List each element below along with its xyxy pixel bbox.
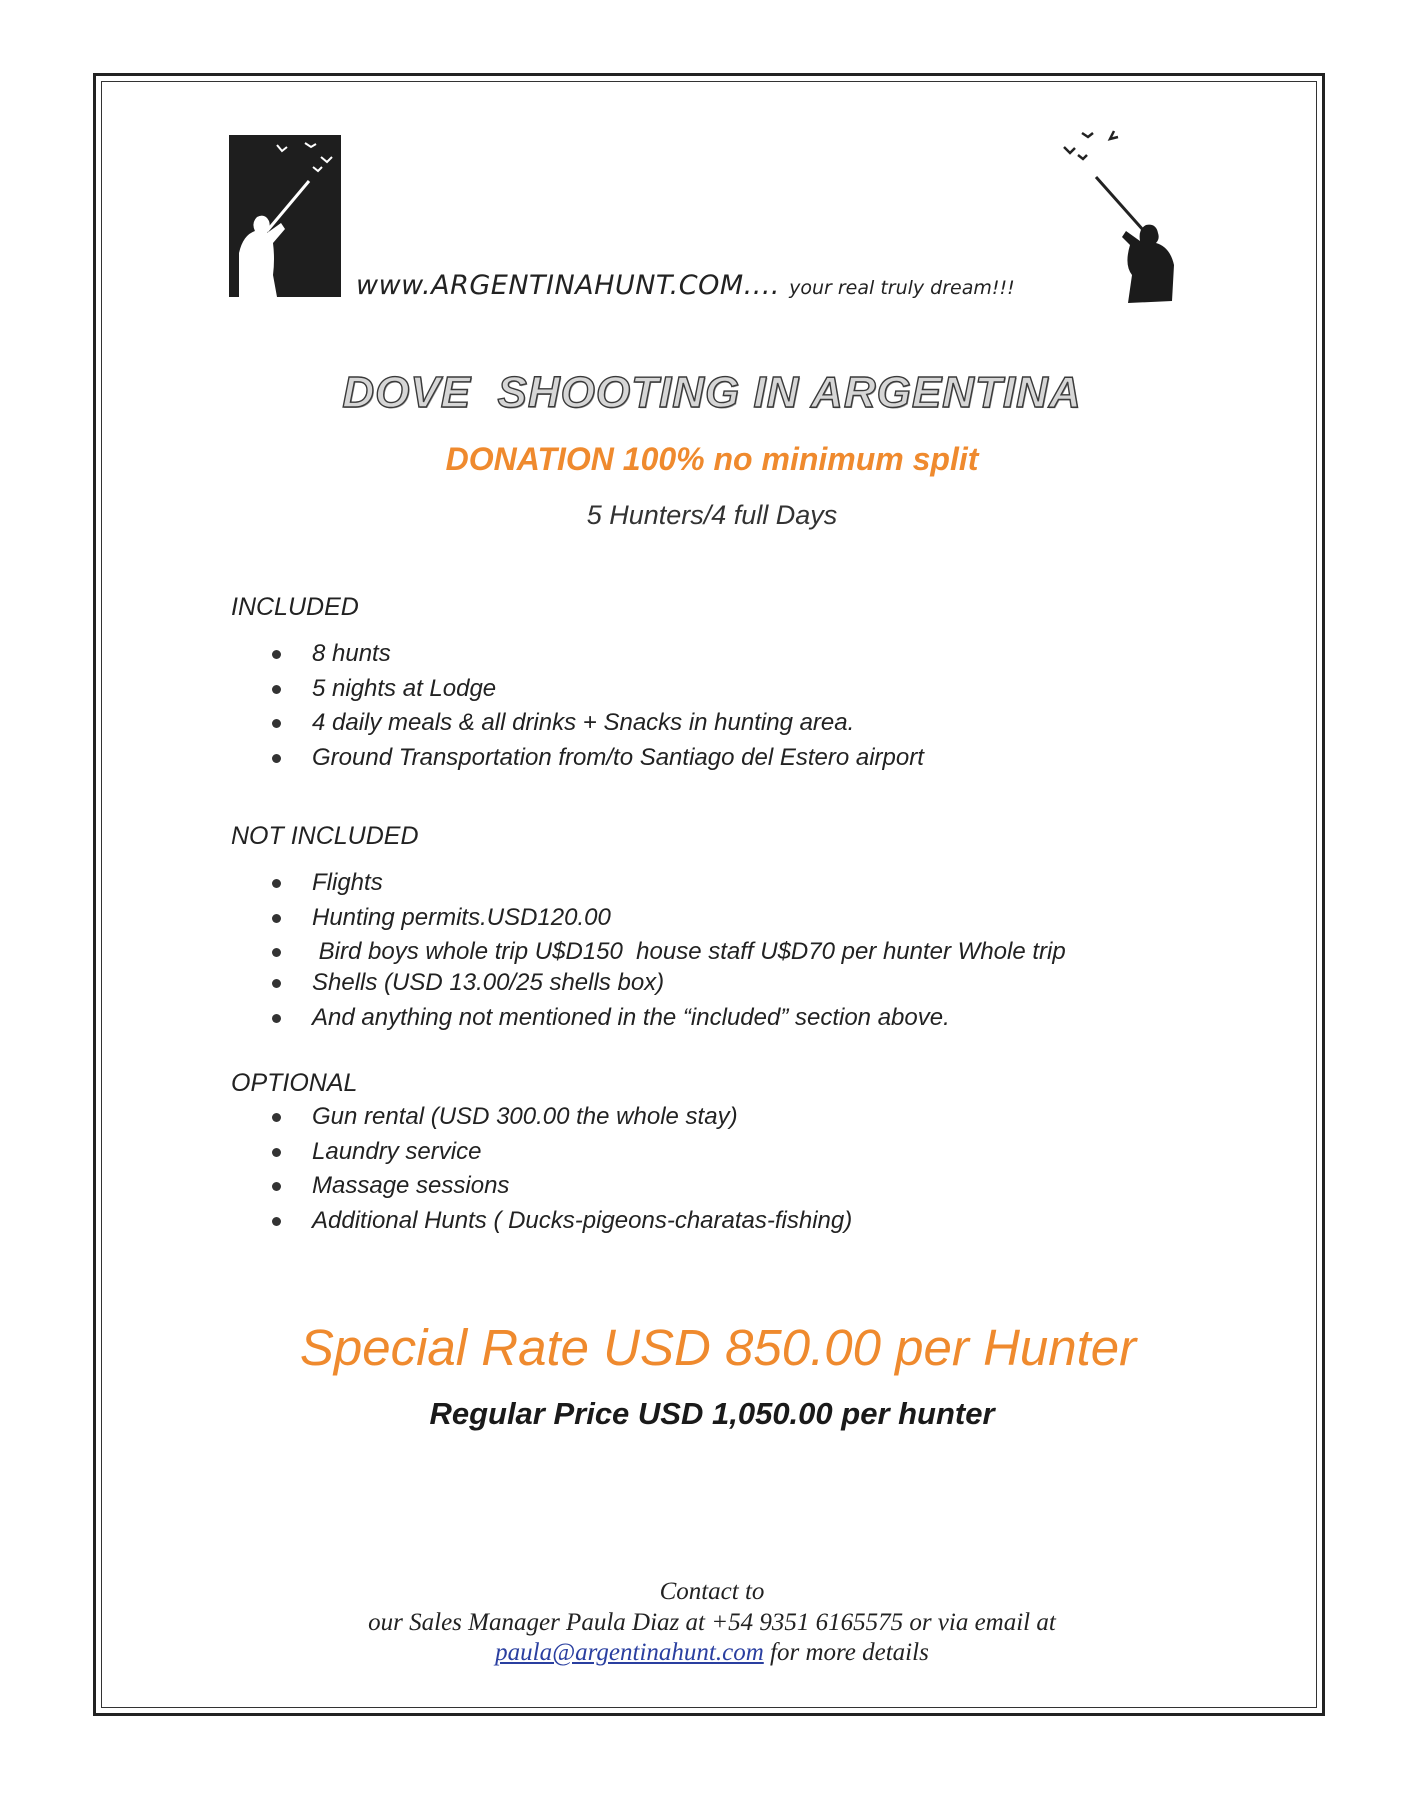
regular-price: Regular Price USD 1,050.00 per hunter: [429, 1396, 995, 1431]
bullet-icon: [272, 879, 281, 888]
contact-manager-line: our Sales Manager Paula Diaz at +54 9351 6165575 or via email at: [368, 1609, 1056, 1636]
contact-suffix: for more details: [763, 1639, 929, 1666]
special-rate: Special Rate USD 850.00 per Hunter: [299, 1319, 1137, 1376]
bullet-icon: [272, 650, 281, 659]
optional-heading: OPTIONAL: [231, 1069, 358, 1097]
email-link[interactable]: paula@argentinahunt.com: [495, 1639, 764, 1666]
bullet-icon: [272, 1113, 281, 1122]
bullet-icon: [272, 1014, 281, 1023]
donation-subtitle: DONATION 100% no minimum split: [445, 441, 979, 477]
website-tagline: [356, 270, 1015, 301]
bullet-icon: [272, 1217, 281, 1226]
bullet-icon: [272, 719, 281, 728]
bullet-icon: [272, 754, 281, 763]
inner-frame: [101, 81, 1317, 1708]
website-link[interactable]: www.ARGENTINAHUNT.COM....: [356, 270, 780, 301]
contact-email-line: [0, 1639, 1424, 1667]
page-title: DOVE SHOOTING IN ARGENTINA: [342, 368, 1082, 417]
bullet-icon: [272, 914, 281, 923]
bullet-icon: [272, 685, 281, 694]
not-included-heading: NOT INCLUDED: [231, 822, 419, 850]
bullet-icon: [272, 1148, 281, 1157]
hunter-logo-left-icon: [229, 135, 341, 297]
hunter-logo-right-icon: [1052, 125, 1182, 303]
tagline: your real truly dream!!!: [789, 277, 1015, 299]
contact-heading: Contact to: [659, 1578, 765, 1605]
bullet-icon: [272, 979, 281, 988]
bullet-icon: [272, 948, 281, 957]
included-heading: INCLUDED: [231, 593, 359, 621]
hunters-days: 5 Hunters/4 full Days: [586, 500, 838, 530]
bullet-icon: [272, 1182, 281, 1191]
